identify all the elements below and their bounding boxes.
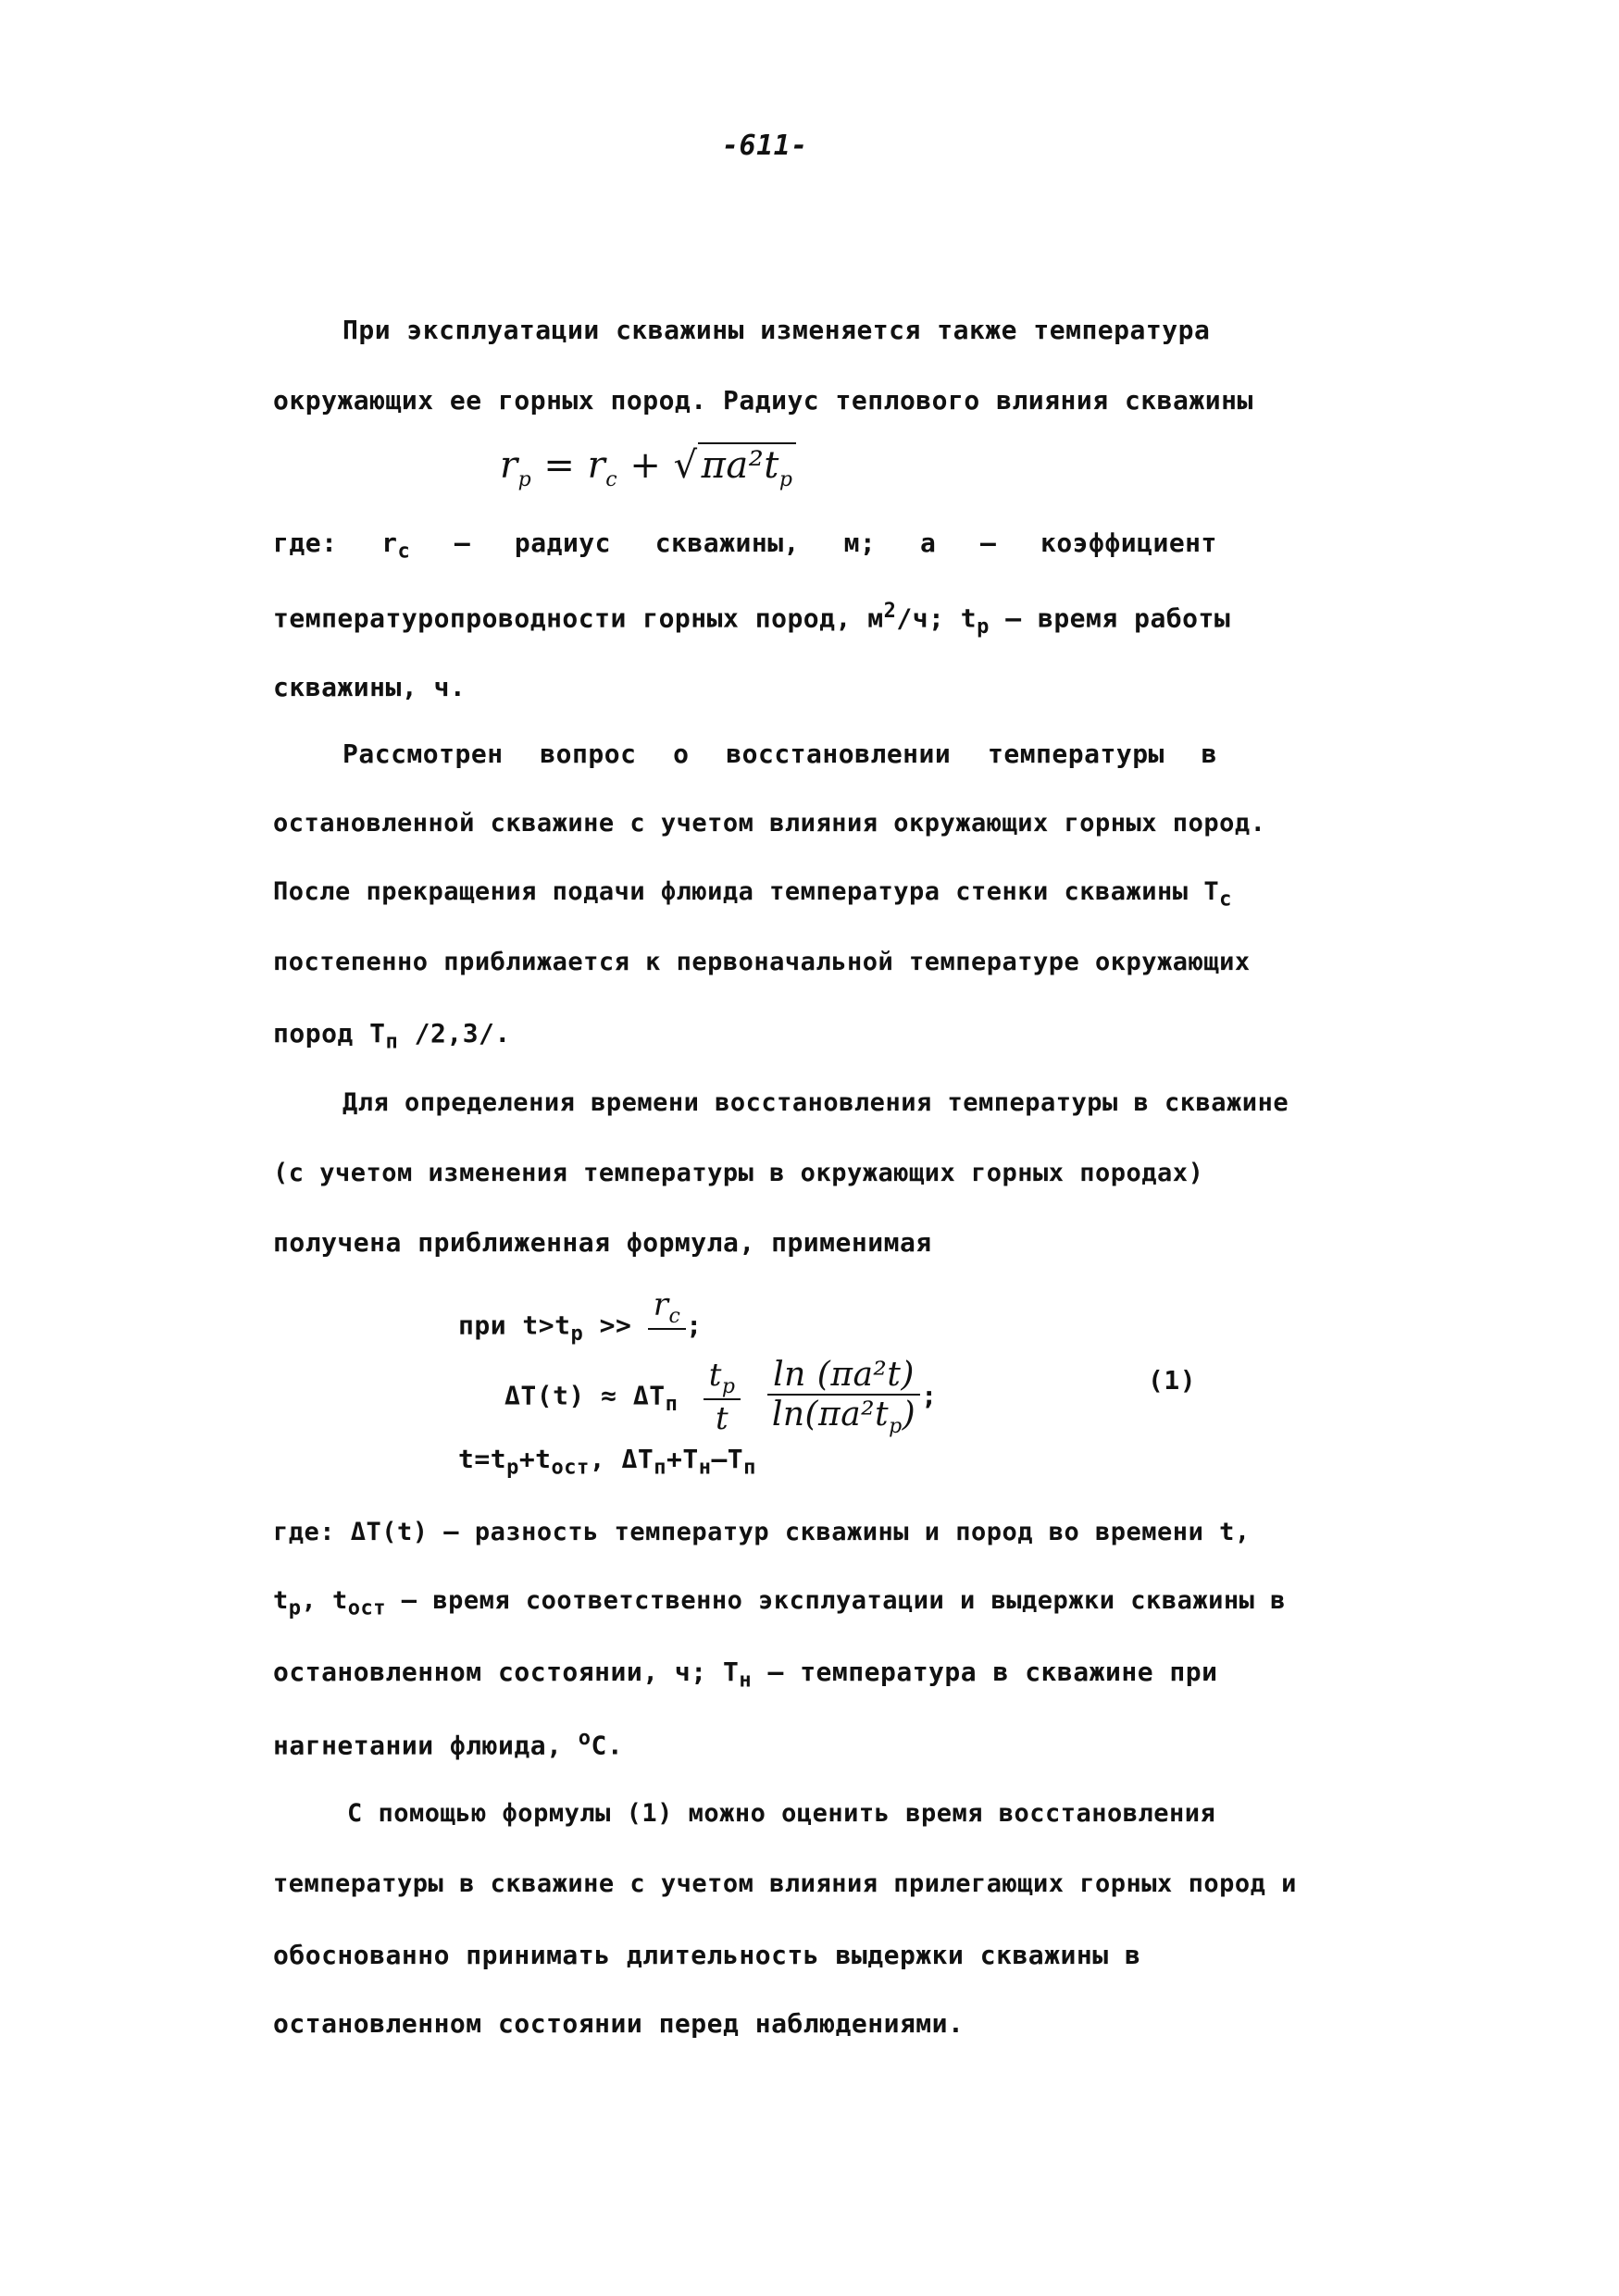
p3-line2: (с учетом изменения температуры в окружающих горных породах): [273, 1159, 1204, 1187]
p4-line4: остановленном состоянии перед наблюдениями.: [273, 2008, 965, 2039]
p4-line1: С помощью формулы (1) можно оценить время восстановления: [347, 1799, 1216, 1828]
where2-line4: нагнетании флюида, $^o$C.: [273, 1727, 624, 1761]
sqrt-sign: √: [673, 444, 698, 487]
where2-line3: остановленном состоянии, ч; $T_н$ – температура в скважине при: [273, 1657, 1218, 1693]
p2-line4: постепенно приближается к первоначальной температуре окружающих: [273, 948, 1251, 976]
formula-definitions: $t=t_p+t_{ост}$, $\Delta T_п+T_н-T_п$: [458, 1444, 756, 1480]
where2-line1: где: ΔT(t) – разность температур скважины и пород во времени t,: [273, 1518, 1251, 1546]
page-number: -611-: [722, 130, 808, 162]
p1-line2: окружающих ее горных пород. Радиус теплового влияния скважины: [273, 385, 1253, 416]
p2-line2: остановленной скважине с учетом влияния окружающих горных пород.: [273, 809, 1266, 838]
where1-line1: где: $r_c$ – радиус скважины, м; a – коэффициент: [273, 527, 1217, 564]
p4-line3: обоснованно принимать длительность выдержки скважины в: [273, 1940, 1141, 1970]
where1-line2: температуропроводности горных пород, $м^2/ч$; $t_p$ – время работы: [273, 600, 1231, 639]
p1-line1: При эксплуатации скважины изменяется также температура: [342, 315, 1211, 345]
p2-line5: пород $T_п$ /2,3/.: [273, 1018, 511, 1054]
p3-line1: Для определения времени восстановления температуры в скважине: [342, 1088, 1289, 1117]
where2-line2: $t_p$, $t_{ост}$ – время соответственно эксплуатации и выдержки скважины в: [273, 1586, 1286, 1620]
formula-radius: $r_p = r_c$ + √ $\pi a^2t_p$: [500, 444, 796, 491]
p2-line3: После прекращения подачи флюида температура стенки скважины $T_c$: [273, 877, 1232, 912]
p3-line3: получена приближенная формула, применимая: [273, 1227, 932, 1258]
where1-line3: скважины, ч.: [273, 672, 467, 702]
formula-label: (1): [1148, 1365, 1197, 1396]
p2-line1: Рассмотрен вопрос о восстановлении температуры в: [342, 738, 1217, 769]
formula-main: $\Delta T(t) \approx \Delta T_п$ $\frac{t_p}{t}$ $\frac{\text{ln (πa²t)}}{\ln(\pi a^2t_p)}$ ;: [504, 1356, 938, 1439]
formula-condition: при $t>t_p$ >> $r_c$ ;: [458, 1286, 703, 1346]
p4-line2: температуры в скважине с учетом влияния прилегающих горных пород и: [273, 1869, 1297, 1898]
